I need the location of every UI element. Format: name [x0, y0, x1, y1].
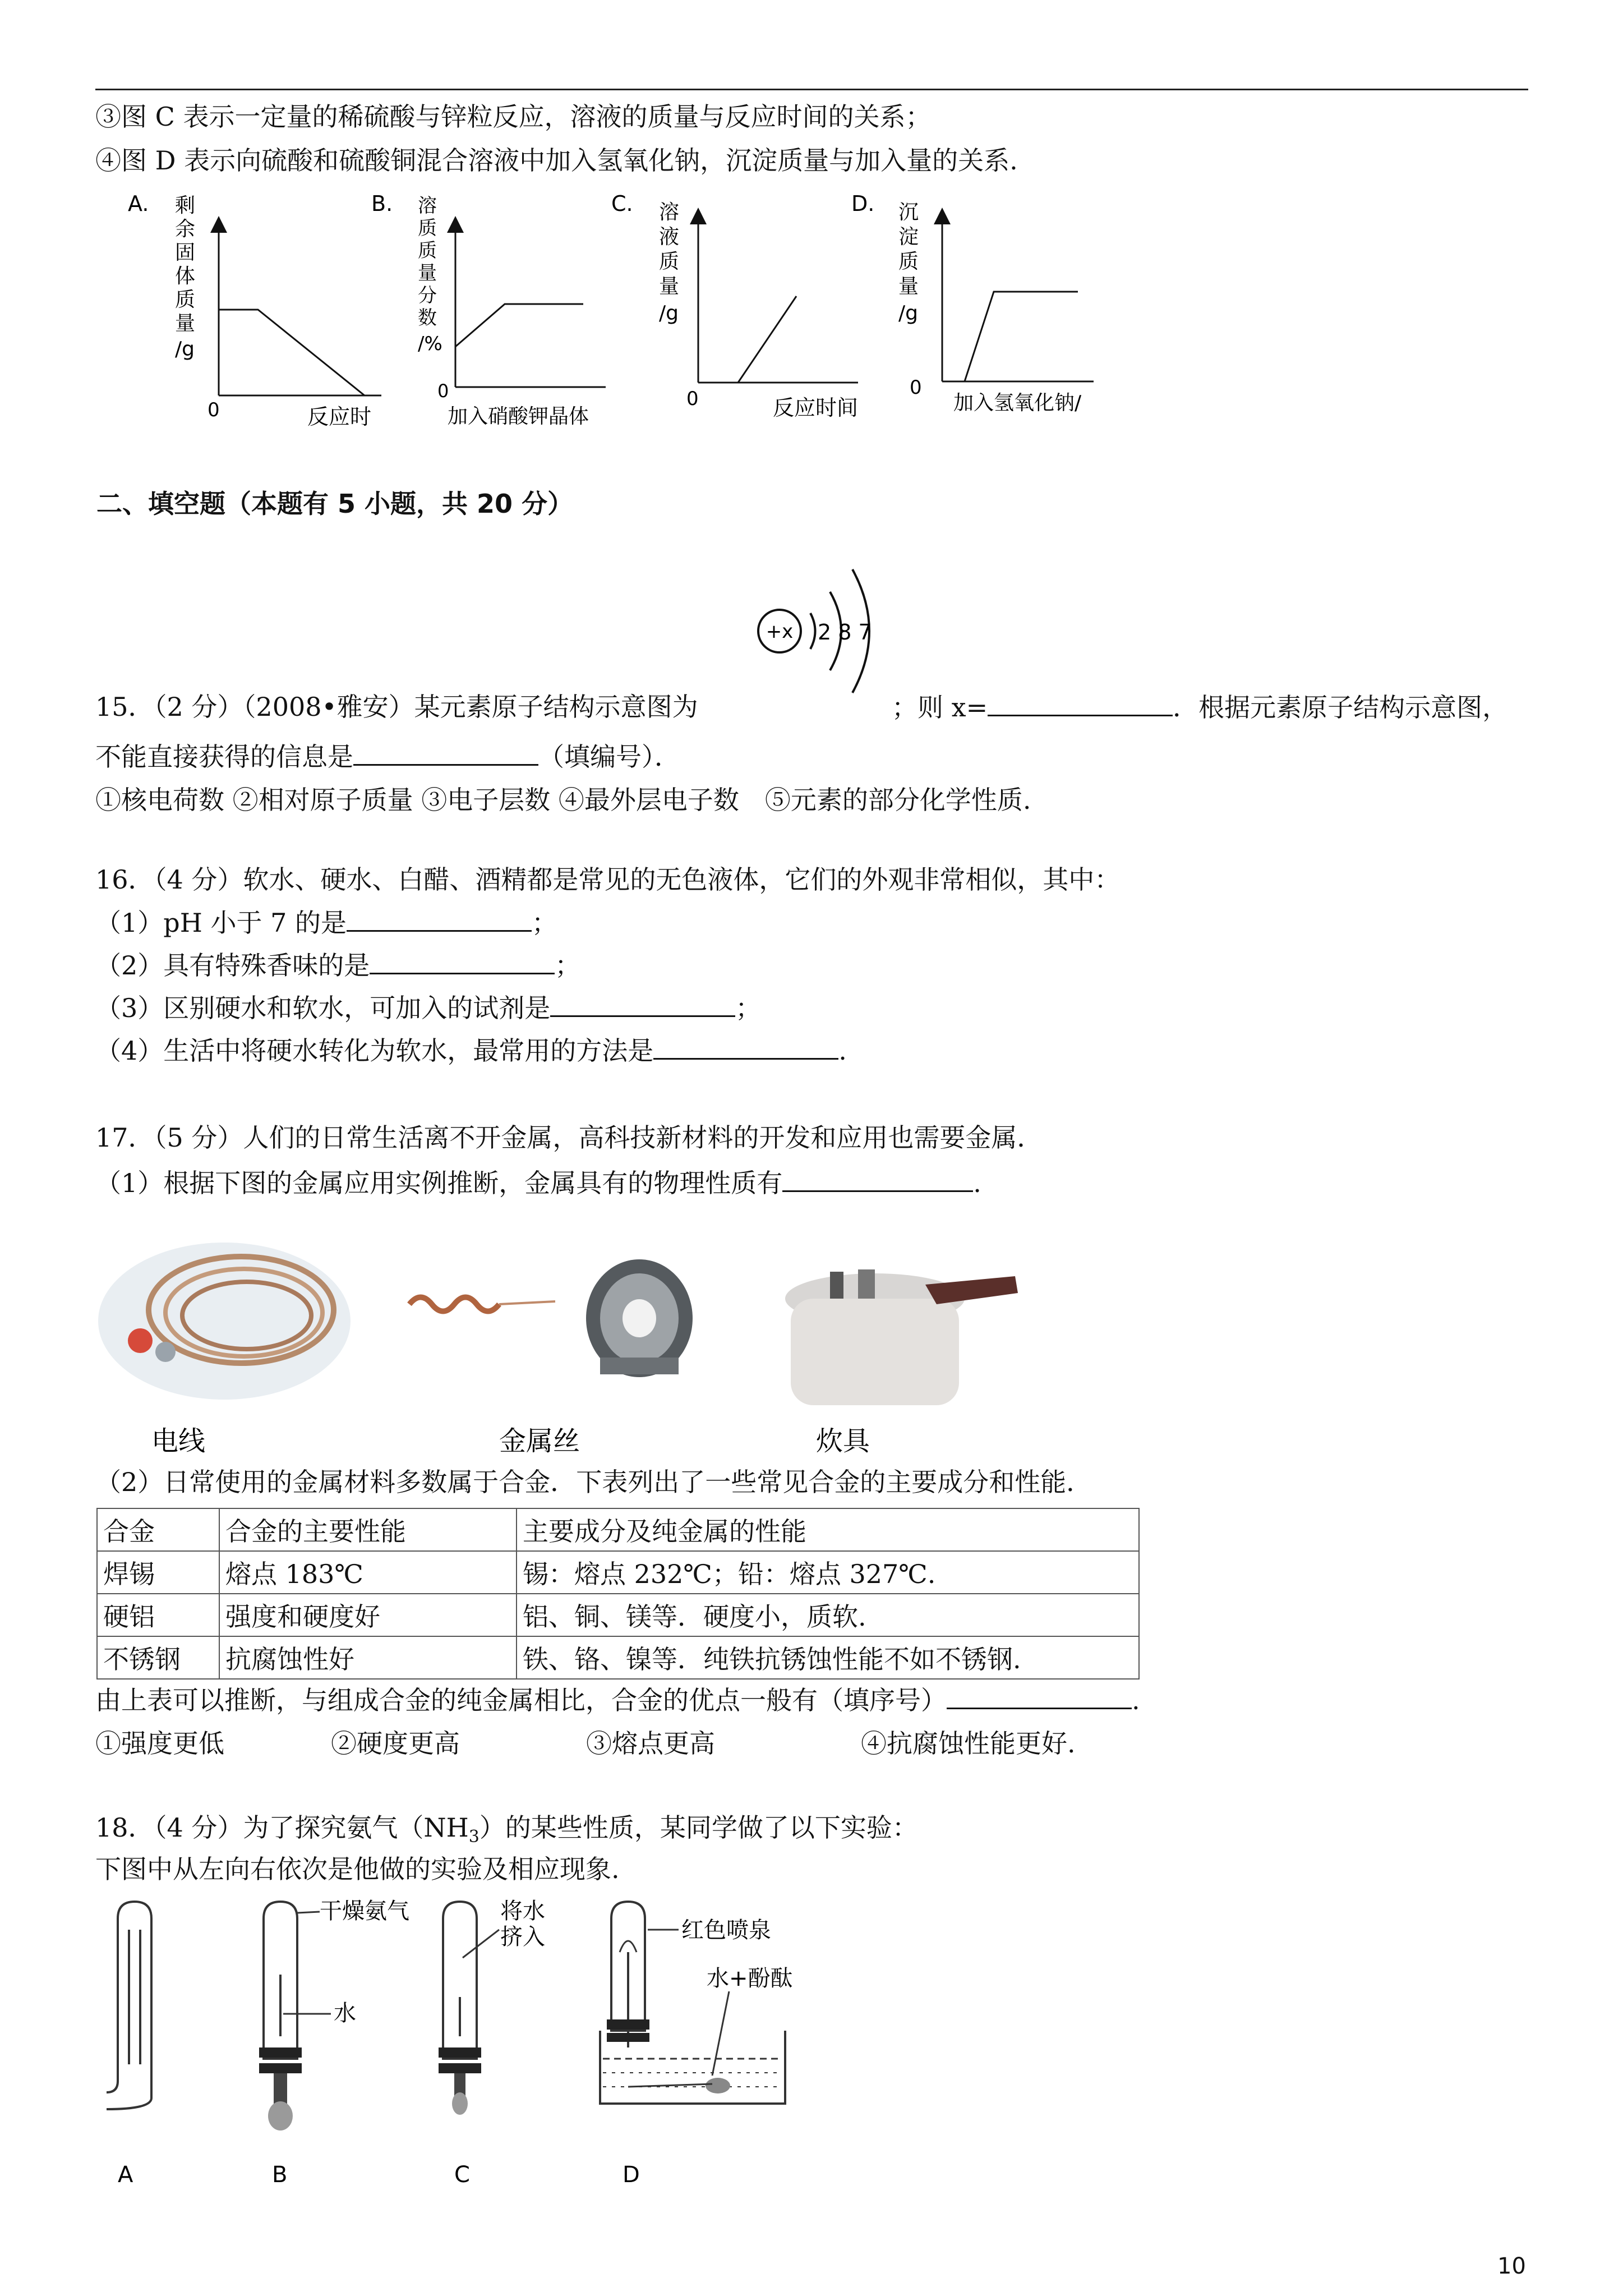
graph-a-ylabel — [175, 194, 195, 361]
q17-blank-2[interactable] — [947, 1683, 1132, 1709]
q16-blank-4[interactable] — [653, 1033, 838, 1060]
q15-line1-mid: ；则 x= ．根据元素原子结构示意图， — [892, 690, 1508, 724]
graph-d-curve — [965, 292, 1078, 381]
table-header-cell: 合金 — [97, 1508, 219, 1551]
svg-text:体: 体 — [175, 265, 196, 288]
metal-wire-photo — [409, 1259, 693, 1377]
q17-option-3: ③熔点更高 — [586, 1728, 715, 1759]
svg-text:量: 量 — [898, 275, 919, 298]
graph-d-xlabel: 加入氢氧化钠/ — [953, 392, 1082, 415]
graph-b-origin: 0 — [437, 380, 449, 402]
photo-captions — [151, 1425, 871, 1457]
table-header-cell: 主要成分及纯金属的性能 — [517, 1508, 1139, 1551]
graph-a-letter: A. — [128, 191, 149, 216]
table-cell: 铁、铬、镍等．纯铁抗锈蚀性能不如不锈钢. — [517, 1636, 1139, 1679]
graph-b — [371, 191, 606, 428]
label-squeeze-1: 将水 — [500, 1898, 545, 1924]
caption-wire: 电线 — [151, 1425, 206, 1457]
table-cell: 锡：熔点 232℃；铅：熔点 327℃. — [517, 1551, 1139, 1594]
apparatus-d — [600, 1902, 793, 2104]
q15-line2: 不能直接获得的信息是 （填编号）． — [95, 739, 680, 774]
graph-c — [611, 191, 858, 420]
svg-text:固: 固 — [175, 241, 196, 264]
svg-text:剩: 剩 — [175, 194, 196, 217]
table-cell: 硬铝 — [97, 1594, 219, 1636]
table-header-cell: 合金的主要性能 — [219, 1508, 517, 1551]
svg-text:质: 质 — [898, 250, 919, 273]
q15-answer-x-blank[interactable] — [988, 690, 1173, 716]
table-cell: 熔点 183℃ — [219, 1551, 517, 1594]
label-dry-ammonia: 干燥氨气 — [320, 1898, 409, 1924]
apparatus-c — [439, 1898, 545, 2115]
graph-c-origin: 0 — [686, 388, 699, 410]
svg-text:质: 质 — [659, 250, 680, 273]
graphs-abcd — [112, 185, 1122, 443]
q16-blank-1[interactable] — [347, 905, 532, 932]
svg-text:液: 液 — [659, 226, 680, 249]
q18-line2: 下图中从左向右依次是他做的实验及相应现象. — [95, 1854, 620, 1884]
graph-d-letter: D. — [851, 191, 875, 216]
q15-line1-start: 15．（2 分）（2008•雅安）某元素原子结构示意图为 — [95, 692, 698, 722]
graph-d-origin: 0 — [910, 376, 922, 399]
table-cell: 强度和硬度好 — [219, 1594, 517, 1636]
q16-part3: （3）区别硬水和软水，可加入的试剂是 ； — [95, 991, 761, 1025]
svg-text:量: 量 — [175, 312, 196, 335]
graph-c-xlabel: 反应时间 — [773, 395, 859, 420]
q16-part1: （1）pH 小于 7 的是 ； — [95, 905, 557, 940]
letter-c: C — [454, 2162, 470, 2188]
q16-blank-2[interactable] — [370, 948, 555, 974]
svg-text:质: 质 — [418, 217, 437, 240]
label-water-phenolphthalein: 水+酚酞 — [707, 1966, 793, 1991]
label-red-fountain: 红色喷泉 — [681, 1917, 771, 1943]
q15-options: ①核电荷数 ②相对原子质量 ③电子层数 ④最外层电子数 ⑤元素的部分化学性质. — [95, 785, 1031, 815]
metal-application-photos — [95, 1220, 1049, 1478]
table-row — [97, 1551, 1139, 1594]
svg-text:质: 质 — [418, 240, 437, 262]
ammonia-experiment-diagram — [95, 1896, 880, 2210]
section-title: 二、填空题（本题有 5 小题，共 20 分） — [96, 489, 574, 519]
header-rule — [95, 89, 1528, 90]
graph-c-ylabel — [659, 201, 679, 325]
svg-text:/g: /g — [659, 302, 679, 325]
table-cell: 焊锡 — [97, 1551, 219, 1594]
apparatus-b — [259, 1898, 409, 2131]
svg-text:/g: /g — [898, 302, 918, 325]
graph-a-origin: 0 — [208, 399, 220, 421]
graph-c-curve — [738, 296, 796, 383]
shell-electrons: 2 8 7 — [818, 620, 872, 645]
label-water: 水 — [334, 2000, 356, 2026]
q16-blank-3[interactable] — [550, 991, 735, 1017]
letter-a: A — [118, 2162, 133, 2188]
caption-cookware: 炊具 — [816, 1425, 870, 1457]
table-cell: 抗腐蚀性好 — [219, 1636, 517, 1679]
graph-b-letter: B. — [371, 191, 393, 216]
apparatus-letters — [118, 2162, 640, 2188]
graph-a — [128, 191, 381, 429]
q16-stem: 16．（4 分）软水、硬水、白醋、酒精都是常见的无色液体，它们的外观非常相似，其中： — [95, 864, 1121, 895]
q16-part4: （4）生活中将硬水转化为软水，最常用的方法是 . — [95, 1033, 847, 1068]
graph-b-curve — [455, 304, 583, 347]
table-cell: 不锈钢 — [97, 1636, 219, 1679]
q17-stem: 17．（5 分）人们的日常生活离不开金属，高科技新材料的开发和应用也需要金属． — [95, 1122, 1043, 1153]
graph-c-letter: C. — [611, 191, 633, 216]
graph-b-xlabel: 加入硝酸钾晶体 — [448, 405, 589, 428]
q17-part1: （1）根据下图的金属应用实例推断，金属具有的物理性质有 . — [95, 1166, 981, 1200]
svg-text:淀: 淀 — [898, 226, 919, 249]
q17-option-1: ①强度更低 — [95, 1728, 224, 1759]
svg-text:质: 质 — [175, 288, 196, 311]
apparatus-a — [107, 1902, 151, 2109]
table-header-row — [97, 1508, 1139, 1551]
alloy-table — [96, 1508, 1140, 1680]
letter-d: D — [623, 2162, 640, 2188]
svg-text:/g: /g — [175, 338, 195, 361]
svg-text:量: 量 — [659, 275, 680, 298]
graph-a-curve — [219, 310, 365, 395]
svg-text:余: 余 — [175, 218, 196, 241]
graph-b-ylabel — [418, 195, 442, 355]
label-squeeze-2: 挤入 — [500, 1924, 545, 1950]
graph-d — [851, 191, 1094, 415]
q15-answer-blank[interactable] — [353, 739, 538, 766]
svg-text:溶: 溶 — [418, 195, 437, 217]
graph-d-ylabel — [898, 201, 919, 325]
atom-structure-diagram — [746, 547, 914, 715]
table-cell: 铝、铜、镁等．硬度小，质软. — [517, 1594, 1139, 1636]
nucleus-charge: +x — [766, 620, 794, 643]
shell-arc-1 — [810, 613, 815, 649]
svg-text:沉: 沉 — [898, 201, 919, 224]
svg-text:分: 分 — [418, 284, 437, 307]
caption-metal-wire: 金属丝 — [499, 1425, 580, 1457]
svg-text:量: 量 — [418, 262, 437, 284]
svg-text:数: 数 — [418, 307, 437, 329]
table-row — [97, 1594, 1139, 1636]
wire-photo — [98, 1243, 351, 1400]
q17-part2: （2）日常使用的金属材料多数属于合金．下表列出了一些常见合金的主要成分和性能． — [95, 1467, 1092, 1497]
q17-option-2: ②硬度更高 — [331, 1728, 460, 1759]
svg-text:/%: /% — [418, 333, 442, 355]
graph-a-xlabel: 反应时 — [307, 404, 372, 429]
q18-stem: 18．（4 分）为了探究氨气$(NH_3)$的某些性质，某同学做了以下实验： — [95, 1812, 918, 1847]
letter-b: B — [272, 2162, 288, 2188]
q17-option-4: ④抗腐蚀性能更好. — [861, 1728, 1076, 1759]
q17-infer: 由上表可以推断，与组成合金的纯金属相比，合金的优点一般有（填序号） . — [95, 1683, 1140, 1717]
cookware-photo — [785, 1269, 1018, 1405]
q16-part2: （2）具有特殊香味的是 ； — [95, 948, 580, 982]
q17-blank-1[interactable] — [782, 1166, 973, 1192]
svg-text:溶: 溶 — [659, 201, 680, 224]
page-number: 10 — [1497, 2253, 1526, 2279]
statement-3: ③图 C 表示一定量的稀硫酸与锌粒反应，溶液的质量与反应时间的关系； — [95, 102, 932, 132]
statement-4: ④图 D 表示向硫酸和硫酸铜混合溶液中加入氢氧化钠，沉淀质量与加入量的关系. — [95, 145, 1018, 176]
table-row — [97, 1636, 1139, 1679]
